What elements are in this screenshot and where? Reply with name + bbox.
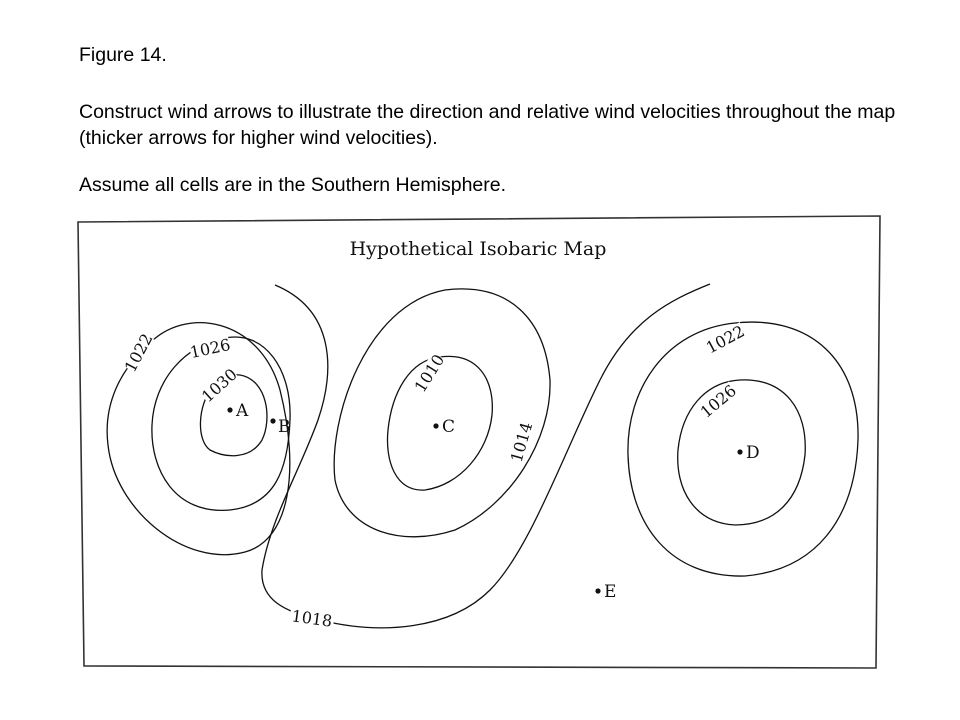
svg-text:C: C: [442, 417, 456, 437]
svg-text:1022: 1022: [120, 330, 157, 376]
svg-text:1014: 1014: [506, 419, 537, 465]
svg-text:D: D: [746, 443, 760, 463]
map-title: Hypothetical Isobaric Map: [349, 238, 607, 260]
isobar-c-middle: [334, 289, 550, 537]
point-e: [595, 582, 616, 602]
instructions-text: Construct wind arrows to illustrate the direction and relative wind velocities throughout the map (thicker arrows for higher wind velocities).: [79, 101, 896, 149]
figure-label: Figure 14.: [79, 44, 167, 66]
isobar-label-c-inner: [411, 351, 449, 396]
point-a: [227, 401, 249, 421]
svg-text:1026: 1026: [188, 334, 232, 363]
isobar-d-outer: [628, 322, 858, 576]
svg-text:1018: 1018: [290, 606, 334, 631]
isobar-label-a-inner: [198, 365, 241, 406]
svg-text:B: B: [278, 417, 291, 437]
isobar-label-d-inner: [697, 381, 740, 422]
point-b: [270, 417, 290, 437]
svg-text:E: E: [604, 582, 617, 602]
isobar-a-middle: [152, 334, 290, 510]
isobar-label-d-outer: [703, 321, 748, 357]
svg-text:A: A: [236, 401, 249, 421]
isobar-label-bottom: [289, 606, 335, 630]
point-c: [433, 417, 455, 437]
point-d: [737, 443, 759, 463]
assumption-text: Assume all cells are in the Southern Hemisphere.: [79, 174, 507, 196]
svg-text:1010: 1010: [410, 350, 449, 396]
svg-text:1026: 1026: [696, 381, 741, 422]
svg-text:1030: 1030: [197, 364, 241, 407]
isobar-1018: [262, 284, 710, 631]
isobar-c-inner: [387, 356, 492, 490]
isobar-label-c-middle: [507, 420, 536, 465]
isobar-label-a-middle: [188, 335, 232, 362]
svg-text:1022: 1022: [702, 321, 748, 358]
isobar-label-a-outer: [121, 330, 157, 375]
